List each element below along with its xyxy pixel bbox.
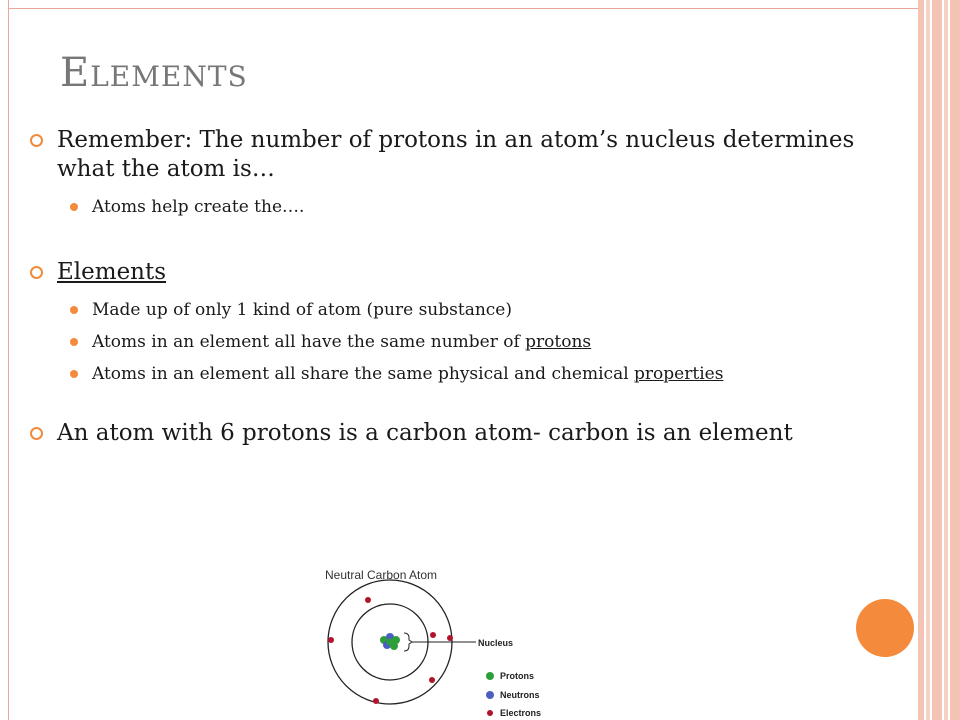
nucleus-label: Nucleus <box>478 638 514 648</box>
nucleus-bracket <box>404 633 412 651</box>
sub-bullet <box>30 363 890 385</box>
dot-bullet-icon <box>70 306 78 314</box>
bullet-elements <box>30 258 890 287</box>
carbon-atom-diagram <box>300 560 600 720</box>
dot-bullet-icon <box>70 203 78 211</box>
sub-bullet-text: Made up of only 1 kind of atom (pure substance) <box>92 300 512 320</box>
bullet-carbon <box>30 419 890 448</box>
electron <box>447 635 453 641</box>
slide-content <box>30 126 890 460</box>
side-stripe <box>918 0 924 720</box>
diagram-title: Neutral Carbon Atom <box>325 568 438 582</box>
sub-bullet <box>30 196 890 218</box>
legend-neutrons: Neutrons <box>500 690 540 700</box>
proton <box>387 639 394 646</box>
bullet-text: Elements <box>57 259 167 285</box>
underlined-term: protons <box>525 332 592 352</box>
electron <box>365 597 371 603</box>
sub-bullet <box>30 299 890 321</box>
sub-bullet-text: Atoms help create the…. <box>92 197 305 217</box>
sub-bullet-text: Atoms in an element all share the same physical and chemical <box>92 364 635 384</box>
legend-neutron-swatch <box>486 691 494 699</box>
legend-protons: Protons <box>500 671 535 681</box>
legend-proton-swatch <box>486 672 494 680</box>
slide-title: Elements <box>60 50 248 96</box>
underlined-term: properties <box>634 364 724 384</box>
electron <box>373 698 379 704</box>
dot-bullet-icon <box>70 338 78 346</box>
side-stripe <box>950 0 960 720</box>
sub-bullet-text: Atoms in an element all have the same number of <box>92 332 526 352</box>
nucleus-icon <box>380 633 400 650</box>
electron <box>328 637 334 643</box>
bullet-text: An atom with 6 protons is a carbon atom- carbon is an element <box>57 420 793 446</box>
ring-bullet-icon <box>30 266 43 279</box>
side-stripe <box>932 0 942 720</box>
dot-bullet-icon <box>70 370 78 378</box>
bullet-remember <box>30 126 890 184</box>
ring-bullet-icon <box>30 427 43 440</box>
diagram-legend <box>486 671 541 718</box>
slide-frame-left <box>8 0 9 720</box>
electron <box>429 677 435 683</box>
decorative-orange-circle <box>856 599 914 657</box>
side-stripe <box>926 0 930 720</box>
side-stripe <box>944 0 948 720</box>
legend-electron-swatch <box>487 710 493 716</box>
legend-electrons: Electrons <box>500 708 542 718</box>
slide-frame-top <box>8 8 920 9</box>
electrons <box>328 597 453 704</box>
electron <box>430 632 436 638</box>
sub-bullet <box>30 331 890 353</box>
ring-bullet-icon <box>30 134 43 147</box>
bullet-text: Remember: The number of protons in an atom’s nucleus determines what the atom is… <box>57 127 855 182</box>
